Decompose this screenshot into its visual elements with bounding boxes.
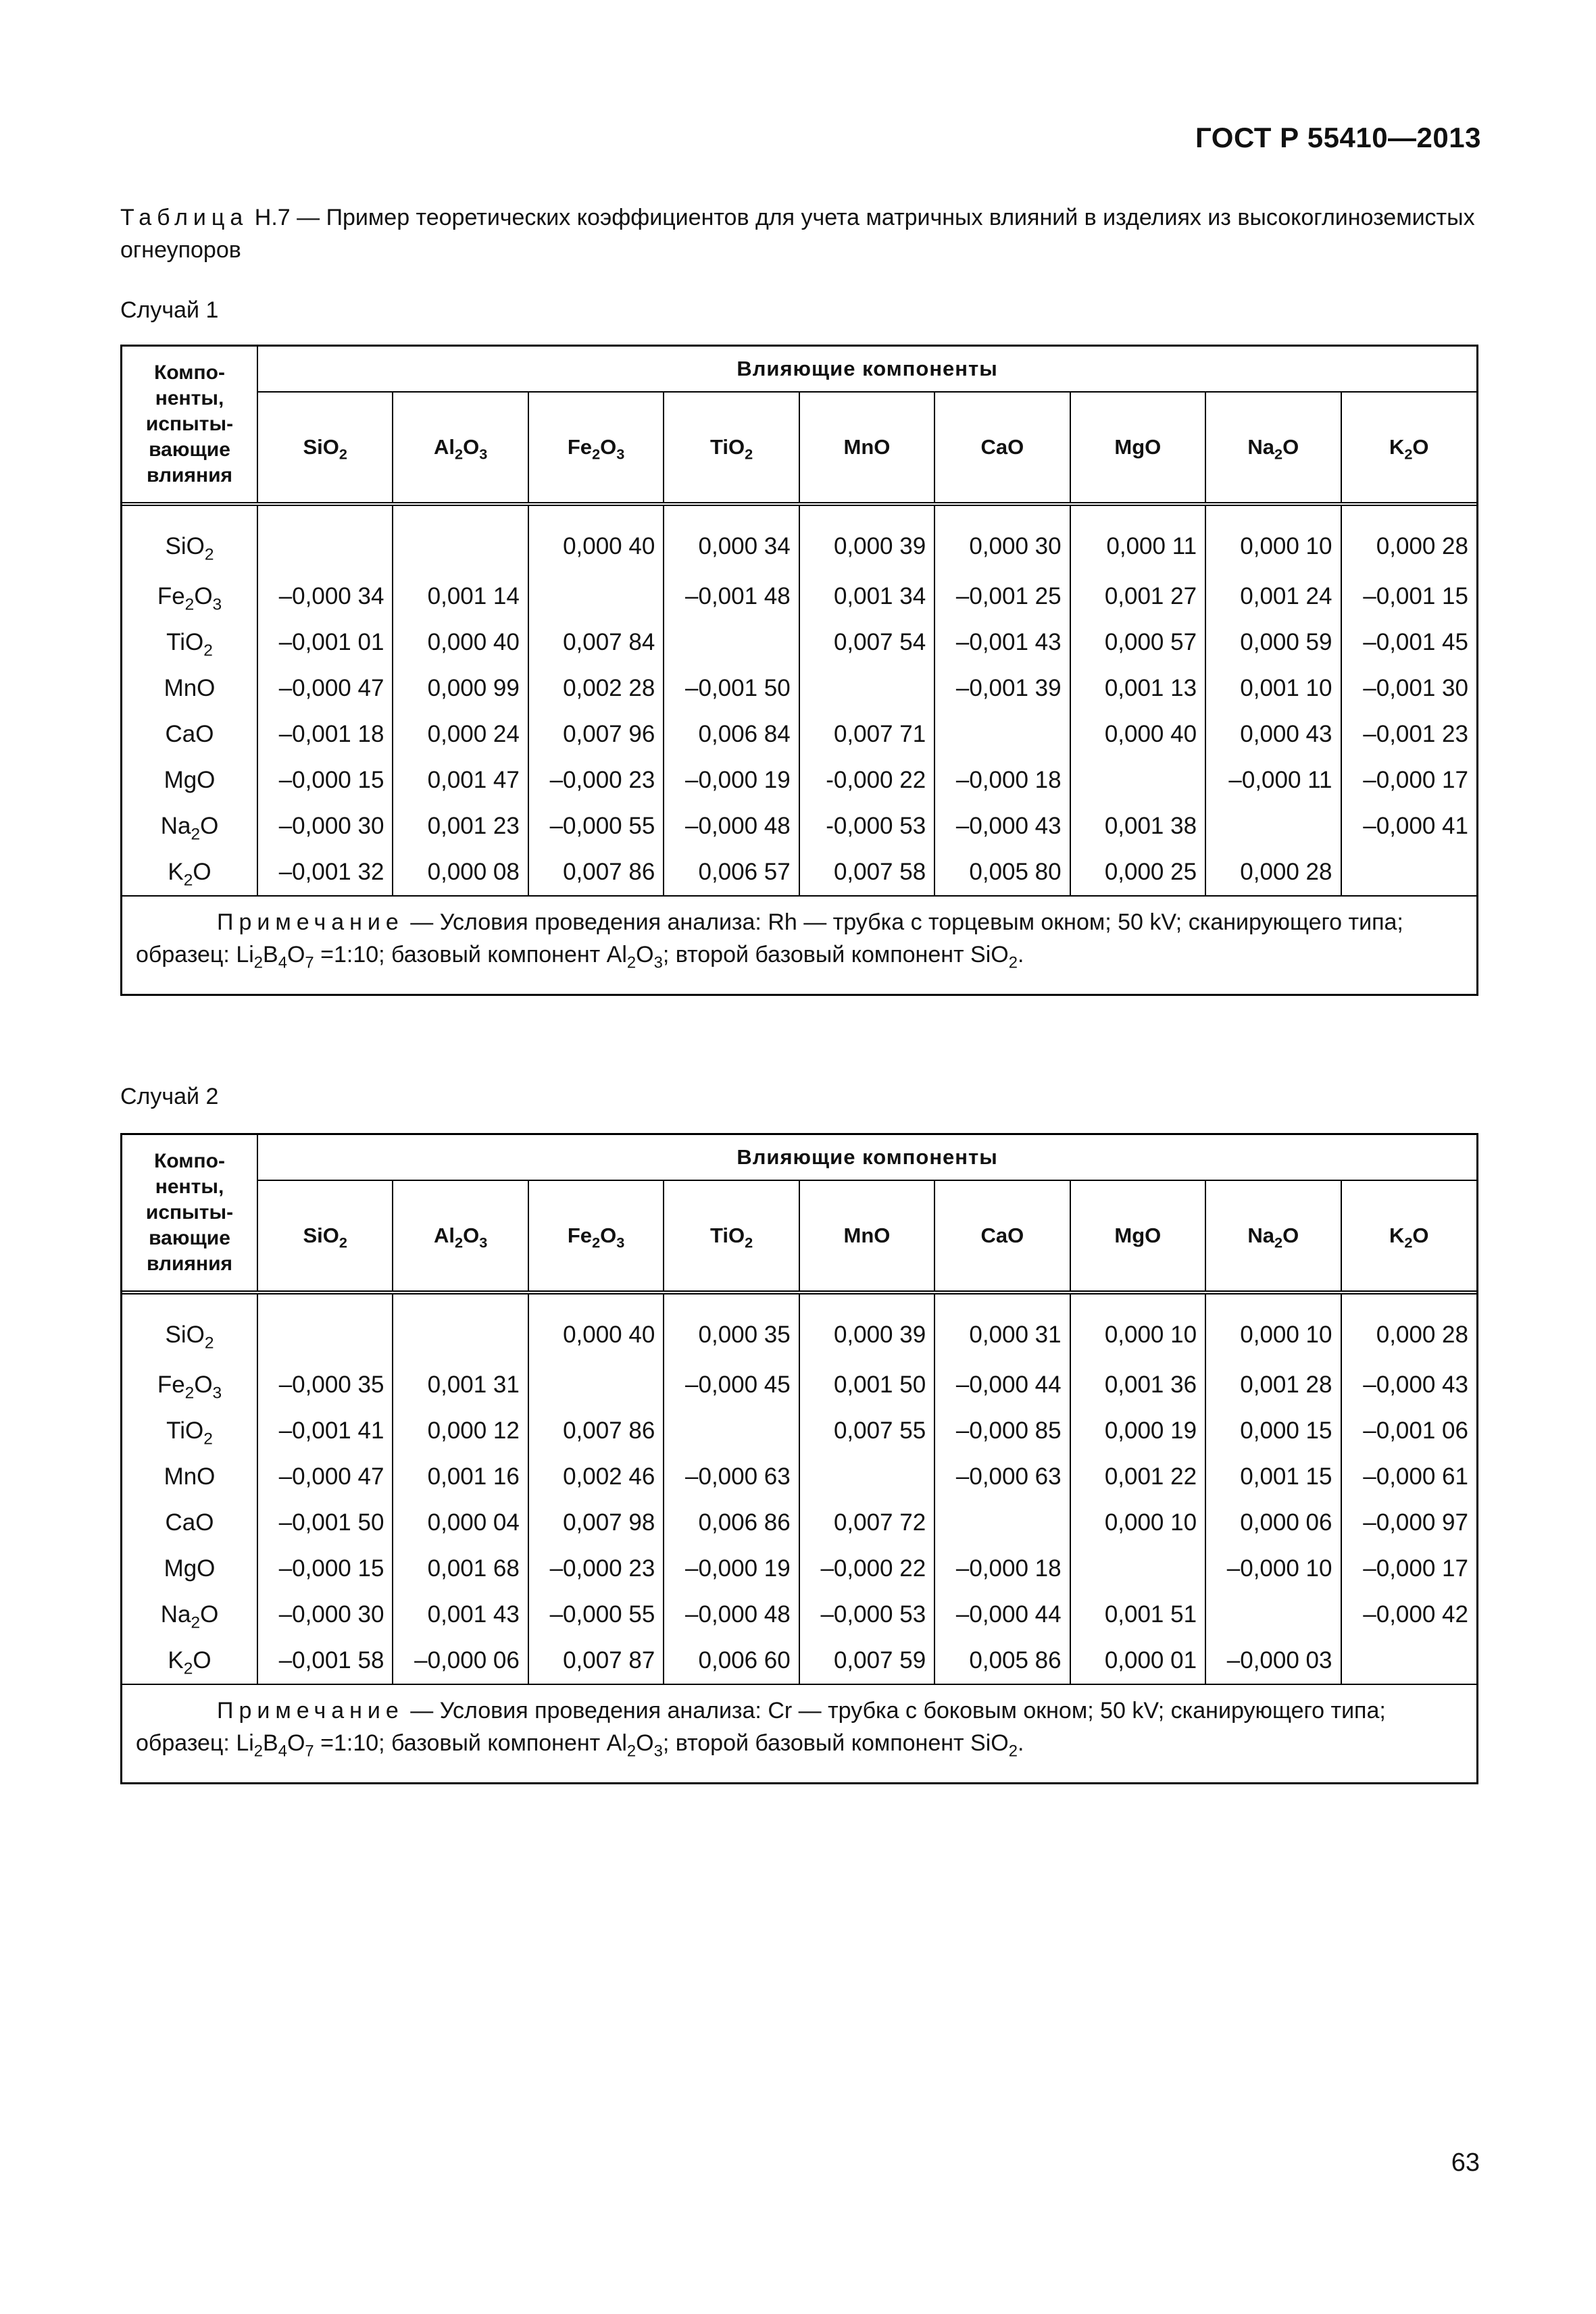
column-header: $Fe_2O_3$ — [528, 1180, 664, 1292]
table-cell: –0,001 43 — [934, 620, 1070, 665]
table-cell: 0,001 51 — [1070, 1592, 1205, 1638]
table-cell: 0,000 43 — [1205, 711, 1341, 757]
table-cell: –0,000 43 — [934, 803, 1070, 849]
table-cell: –0,001 18 — [257, 711, 393, 757]
table-cell: –0,000 15 — [257, 757, 393, 803]
group-header: Влияющие компоненты — [257, 1135, 1476, 1180]
note-text: — Условия проведения анализа: Rh — трубка с торцевым окном; 50 kV; сканирующего типа; образец: $Li_2B_4O_7$ =1:10; базовый компонент $Al_2O_3$; второй базовый компонент SiO$_2$. — [136, 909, 1403, 972]
table-cell: –0,000 44 — [934, 1592, 1070, 1638]
caption-prefix: Таблица — [120, 205, 249, 230]
table-cell: 0,007 54 — [799, 620, 934, 665]
table-row — [122, 665, 1476, 711]
table-cell: –0,000 15 — [257, 1546, 393, 1592]
table-cell — [664, 620, 799, 665]
table-cell: 0,005 86 — [934, 1638, 1070, 1684]
table-cell: 0,000 99 — [393, 665, 528, 711]
table-cell: 0,000 10 — [1070, 1500, 1205, 1546]
row-component: SiO$_2$ — [165, 1322, 214, 1353]
row-component: $K_2O$ — [168, 859, 211, 890]
table-cell: –0,000 06 — [393, 1638, 528, 1684]
table-cell: 0,000 59 — [1205, 620, 1341, 665]
table-cell: –0,000 97 — [1341, 1500, 1477, 1546]
table-cell: 0,000 11 — [1070, 504, 1205, 574]
table-cell: –0,000 23 — [528, 757, 664, 803]
table-cell: 0,001 14 — [393, 574, 528, 620]
table-cell — [934, 711, 1070, 757]
table-cell: 0,001 28 — [1205, 1362, 1341, 1408]
row-component: $K_2O$ — [168, 1647, 211, 1678]
table-cell: –0,000 63 — [664, 1454, 799, 1500]
table-cell: 0,000 39 — [799, 1292, 934, 1362]
column-header: SiO$_2$ — [257, 1180, 393, 1292]
row-component: TiO$_2$ — [166, 1417, 213, 1449]
table-cell: –0,000 17 — [1341, 1546, 1477, 1592]
table-cell: 0,000 34 — [664, 504, 799, 574]
table-row — [122, 1362, 1476, 1408]
row-component: MgO — [164, 767, 216, 793]
coefficients-table-case-1 — [120, 345, 1478, 996]
table-cell — [257, 504, 393, 574]
table-cell — [1205, 1592, 1341, 1638]
column-header: CaO — [934, 392, 1070, 504]
table-cell: –0,001 58 — [257, 1638, 393, 1684]
column-header-row — [122, 392, 1476, 504]
table-cell: –0,000 55 — [528, 803, 664, 849]
table-cell: 0,001 15 — [1205, 1454, 1341, 1500]
table-cell: –0,001 30 — [1341, 665, 1477, 711]
table-cell: –0,000 10 — [1205, 1546, 1341, 1592]
table-row — [122, 504, 1476, 574]
table-cell: 0,006 57 — [664, 849, 799, 895]
table-cell: 0,001 38 — [1070, 803, 1205, 849]
table-cell: 0,007 55 — [799, 1408, 934, 1454]
table-row — [122, 1292, 1476, 1362]
table-cell: 0,000 24 — [393, 711, 528, 757]
table-cell: –0,000 53 — [799, 1592, 934, 1638]
table-cell: –0,000 42 — [1341, 1592, 1477, 1638]
table-cell: 0,001 50 — [799, 1362, 934, 1408]
table-note — [122, 895, 1476, 971]
table-cell: 0,007 86 — [528, 849, 664, 895]
row-component: TiO$_2$ — [166, 629, 213, 660]
table-cell — [528, 574, 664, 620]
column-header: MnO — [799, 392, 934, 504]
table-cell: 0,007 98 — [528, 1500, 664, 1546]
table-row — [122, 849, 1476, 895]
table-cell: –0,000 34 — [257, 574, 393, 620]
table-cell: 0,000 10 — [1205, 504, 1341, 574]
table-cell: 0,001 22 — [1070, 1454, 1205, 1500]
row-component: MgO — [164, 1555, 216, 1582]
table-cell: –0,000 19 — [664, 1546, 799, 1592]
note-label: Примечание — [217, 1698, 404, 1724]
column-header: $Fe_2O_3$ — [528, 392, 664, 504]
table-cell: 0,000 08 — [393, 849, 528, 895]
table-cell: 0,000 01 — [1070, 1638, 1205, 1684]
column-header: $Al_2O_3$ — [393, 1180, 528, 1292]
table-cell: 0,007 84 — [528, 620, 664, 665]
table-cell — [799, 665, 934, 711]
table-cell: –0,000 61 — [1341, 1454, 1477, 1500]
column-header: MgO — [1070, 1180, 1205, 1292]
table-cell: 0,001 23 — [393, 803, 528, 849]
table-cell: –0,001 45 — [1341, 620, 1477, 665]
column-header: SiO$_2$ — [257, 392, 393, 504]
table-cell — [1070, 757, 1205, 803]
table-cell: –0,000 23 — [528, 1546, 664, 1592]
table-cell: 0,000 40 — [528, 1292, 664, 1362]
table-cell: –0,001 15 — [1341, 574, 1477, 620]
table-row — [122, 1454, 1476, 1500]
table-cell — [799, 1454, 934, 1500]
table-cell: 0,000 10 — [1205, 1292, 1341, 1362]
table-cell: –0,000 41 — [1341, 803, 1477, 849]
row-component: $Fe_2O_3$ — [157, 1372, 222, 1403]
table-cell: –0,000 30 — [257, 803, 393, 849]
row-component: CaO — [165, 721, 214, 747]
table-cell: 0,005 80 — [934, 849, 1070, 895]
table-cell: 0,006 86 — [664, 1500, 799, 1546]
table-cell: –0,000 85 — [934, 1408, 1070, 1454]
column-header: CaO — [934, 1180, 1070, 1292]
table-cell: –0,001 25 — [934, 574, 1070, 620]
table-cell: –0,000 11 — [1205, 757, 1341, 803]
row-component: MnO — [164, 675, 216, 701]
column-header: MgO — [1070, 392, 1205, 504]
table-row — [122, 574, 1476, 620]
table-cell: 0,007 58 — [799, 849, 934, 895]
table-cell: 0,000 35 — [664, 1292, 799, 1362]
table-cell: 0,007 71 — [799, 711, 934, 757]
table-cell: –0,000 55 — [528, 1592, 664, 1638]
table-cell: 0,001 13 — [1070, 665, 1205, 711]
caption-text: Н.7 — Пример теоретических коэффициентов для учета матричных влияний в изделиях из высокоглиноземистых огнеупоров — [120, 205, 1475, 263]
table-cell: 0,001 31 — [393, 1362, 528, 1408]
table-cell: 0,000 39 — [799, 504, 934, 574]
table-row — [122, 1408, 1476, 1454]
table-cell — [257, 1292, 393, 1362]
document-code: ГОСТ Р 55410—2013 — [1195, 122, 1481, 153]
table-cell: –0,000 63 — [934, 1454, 1070, 1500]
table-row — [122, 711, 1476, 757]
row-component: $Fe_2O_3$ — [157, 583, 222, 614]
table-cell: 0,000 31 — [934, 1292, 1070, 1362]
table-cell: 0,000 40 — [528, 504, 664, 574]
table-cell: 0,002 46 — [528, 1454, 664, 1500]
table-cell — [528, 1362, 664, 1408]
table-note — [122, 1684, 1476, 1759]
table-cell — [1070, 1546, 1205, 1592]
table-cell: 0,001 36 — [1070, 1362, 1205, 1408]
row-component: $Na_2O$ — [160, 813, 219, 844]
column-header: TiO$_2$ — [664, 1180, 799, 1292]
table-cell: 0,007 72 — [799, 1500, 934, 1546]
table-row — [122, 1546, 1476, 1592]
case-1-label: Случай 1 — [120, 297, 219, 323]
table-cell: 0,001 27 — [1070, 574, 1205, 620]
table-cell: –0,000 17 — [1341, 757, 1477, 803]
table-body — [122, 1292, 1476, 1684]
table-cell: –0,000 18 — [934, 757, 1070, 803]
table-cell: –0,001 50 — [257, 1500, 393, 1546]
table-cell — [664, 1408, 799, 1454]
table-row — [122, 1638, 1476, 1684]
table-cell: –0,000 44 — [934, 1362, 1070, 1408]
table-caption — [120, 201, 1480, 266]
table-body — [122, 504, 1476, 895]
table-cell: –0,000 48 — [664, 1592, 799, 1638]
row-component: CaO — [165, 1509, 214, 1536]
table-cell: –0,000 35 — [257, 1362, 393, 1408]
table-cell: 0,007 87 — [528, 1638, 664, 1684]
table-cell: 0,000 10 — [1070, 1292, 1205, 1362]
table-cell — [1205, 803, 1341, 849]
column-header: TiO$_2$ — [664, 392, 799, 504]
table-cell: 0,000 04 — [393, 1500, 528, 1546]
table-cell: –0,000 22 — [799, 1546, 934, 1592]
table-cell: –0,000 47 — [257, 665, 393, 711]
table-cell: 0,000 25 — [1070, 849, 1205, 895]
table-cell: 0,000 06 — [1205, 1500, 1341, 1546]
case-2-label: Случай 2 — [120, 1084, 219, 1109]
table-cell: 0,001 47 — [393, 757, 528, 803]
stub-header: Компо-ненты, испыты-вающие влияния — [122, 347, 257, 504]
table-cell: 0,007 86 — [528, 1408, 664, 1454]
table-cell: –0,000 45 — [664, 1362, 799, 1408]
table-cell: –0,000 30 — [257, 1592, 393, 1638]
table-cell: –0,000 47 — [257, 1454, 393, 1500]
table-cell: 0,001 68 — [393, 1546, 528, 1592]
table-cell: 0,007 96 — [528, 711, 664, 757]
table-row — [122, 757, 1476, 803]
table-cell: 0,001 16 — [393, 1454, 528, 1500]
column-header: MnO — [799, 1180, 934, 1292]
table-cell: 0,000 15 — [1205, 1408, 1341, 1454]
table-row — [122, 620, 1476, 665]
group-header: Влияющие компоненты — [257, 347, 1476, 392]
table-cell: –0,000 18 — [934, 1546, 1070, 1592]
table-cell: –0,001 01 — [257, 620, 393, 665]
page-number: 63 — [1451, 2148, 1480, 2177]
table-cell: 0,006 60 — [664, 1638, 799, 1684]
table-cell: 0,006 84 — [664, 711, 799, 757]
table-cell: –0,000 03 — [1205, 1638, 1341, 1684]
table-cell: –0,001 41 — [257, 1408, 393, 1454]
column-header: $Al_2O_3$ — [393, 392, 528, 504]
table-cell: 0,001 24 — [1205, 574, 1341, 620]
table-cell: 0,000 28 — [1341, 1292, 1477, 1362]
table-cell: –0,000 43 — [1341, 1362, 1477, 1408]
table-cell: 0,000 19 — [1070, 1408, 1205, 1454]
table-row — [122, 1592, 1476, 1638]
table-cell: 0,000 40 — [393, 620, 528, 665]
table-cell: –0,001 50 — [664, 665, 799, 711]
table-cell — [1341, 849, 1477, 895]
table-cell: –0,001 32 — [257, 849, 393, 895]
column-header-row — [122, 1180, 1476, 1292]
table-row — [122, 1500, 1476, 1546]
table-cell: –0,000 19 — [664, 757, 799, 803]
table-cell: 0,000 40 — [1070, 711, 1205, 757]
row-component: $Na_2O$ — [160, 1601, 219, 1632]
table-cell: –0,000 48 — [664, 803, 799, 849]
table-cell: 0,000 12 — [393, 1408, 528, 1454]
table-cell: –0,001 23 — [1341, 711, 1477, 757]
table-cell: 0,001 10 — [1205, 665, 1341, 711]
note-text: — Условия проведения анализа: Cr — трубка с боковым окном; 50 kV; сканирующего типа; образец: $Li_2B_4O_7$ =1:10; базовый компонент $Al_2O_3$; второй базовый компонент SiO$_2$. — [136, 1698, 1386, 1761]
table-cell: 0,001 43 — [393, 1592, 528, 1638]
table-cell: 0,000 28 — [1341, 504, 1477, 574]
column-header: $Na_2O$ — [1205, 1180, 1341, 1292]
table-cell — [393, 504, 528, 574]
row-component: SiO$_2$ — [165, 533, 214, 564]
column-header: $K_2O$ — [1341, 1180, 1477, 1292]
table-cell: –0,001 39 — [934, 665, 1070, 711]
table-cell — [934, 1500, 1070, 1546]
table-cell: -0,000 53 — [799, 803, 934, 849]
table-cell: 0,002 28 — [528, 665, 664, 711]
column-header: $K_2O$ — [1341, 392, 1477, 504]
table-cell: –0,001 06 — [1341, 1408, 1477, 1454]
table-cell: 0,000 30 — [934, 504, 1070, 574]
stub-header: Компо-ненты, испыты-вающие влияния — [122, 1135, 257, 1292]
table-row — [122, 803, 1476, 849]
table-cell: 0,000 57 — [1070, 620, 1205, 665]
column-header: $Na_2O$ — [1205, 392, 1341, 504]
table-cell: 0,007 59 — [799, 1638, 934, 1684]
table-cell — [1341, 1638, 1477, 1684]
table-cell: 0,000 28 — [1205, 849, 1341, 895]
table-cell — [393, 1292, 528, 1362]
coefficients-table-case-2 — [120, 1133, 1478, 1784]
table-cell: 0,001 34 — [799, 574, 934, 620]
table-cell: -0,000 22 — [799, 757, 934, 803]
row-component: MnO — [164, 1463, 216, 1490]
note-label: Примечание — [217, 909, 404, 935]
table-cell: –0,001 48 — [664, 574, 799, 620]
